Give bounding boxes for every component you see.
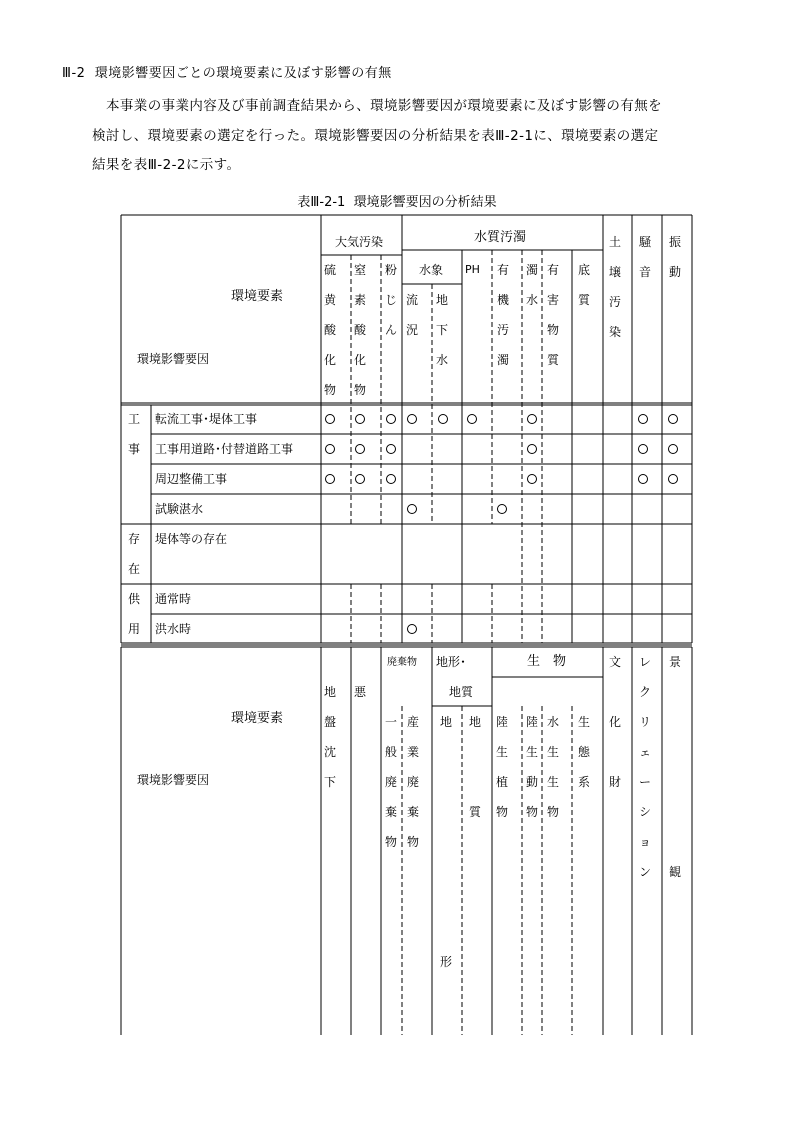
impact-marker xyxy=(438,414,448,424)
impact-factor-label-2: 環境影響要因 xyxy=(137,773,210,787)
header-industrial-waste-4: 棄 xyxy=(407,805,420,819)
impact-factor-label: 環境影響要因 xyxy=(137,352,210,366)
header-soil-3: 汚 xyxy=(609,295,622,309)
header-general-waste-5: 物 xyxy=(385,835,398,849)
env-element-label-2: 環境要素 xyxy=(231,711,284,726)
impact-marker xyxy=(407,624,417,634)
header-turbidity-1: 濁 xyxy=(526,263,539,277)
row-label-road-works: 工事用道路･付替道路工事 xyxy=(155,442,294,456)
row-label-test-impounding: 試験湛水 xyxy=(155,502,204,516)
header-sediment-1: 底 xyxy=(578,263,591,277)
header-groundwater-3: 水 xyxy=(436,353,449,367)
header-organic-2: 機 xyxy=(497,293,510,307)
impact-marker xyxy=(638,474,648,484)
header-ecosystem-1: 生 xyxy=(578,715,591,729)
impact-marker xyxy=(355,414,365,424)
impact-marker xyxy=(355,474,365,484)
paragraph-line-2: 検討し、環境要素の選定を行った。環境影響要因の分析結果を表Ⅲ-2-1に、環境要素の選定 xyxy=(92,128,659,144)
header-recreation-6: シ xyxy=(639,805,652,819)
impact-marker xyxy=(668,474,678,484)
header-dust-2: じ xyxy=(385,293,398,307)
impact-marker xyxy=(325,444,335,454)
header-organic-1: 有 xyxy=(497,263,510,277)
header-geology-1: 地 xyxy=(469,715,482,729)
header-ecosystem-2: 態 xyxy=(578,745,591,759)
row-label-diversion-dam: 転流工事･堤体工事 xyxy=(155,412,258,426)
header-aquatic-3: 生 xyxy=(547,775,560,789)
header-sulfur-4: 化 xyxy=(324,353,337,367)
header-land-animals-1: 陸 xyxy=(526,715,539,729)
header-nitrogen-3: 酸 xyxy=(354,323,367,337)
impact-marker xyxy=(527,414,537,424)
header-dust-3: ん xyxy=(385,323,398,337)
header-nitrogen-1: 窒 xyxy=(354,263,367,277)
header-subsidence-1: 地 xyxy=(324,685,337,699)
header-recreation-3: リ xyxy=(639,715,652,729)
header-organic-3: 汚 xyxy=(497,323,510,337)
header-landform-bottom: 形 xyxy=(440,955,453,969)
header-vibration-2: 動 xyxy=(669,265,682,279)
header-industrial-waste-2: 業 xyxy=(407,745,420,759)
header-industrial-waste-3: 廃 xyxy=(407,775,420,789)
header-recreation-4: ェ xyxy=(639,745,652,759)
header-cultural-1: 文 xyxy=(609,655,622,669)
category-construction-2: 事 xyxy=(128,442,141,456)
header-odor: 悪 xyxy=(354,685,367,699)
section-heading: Ⅲ-2 環境影響要因ごとの環境要素に及ぼす影響の有無 xyxy=(62,66,392,81)
header-dust-1: 粉 xyxy=(385,263,398,277)
header-industrial-waste-5: 物 xyxy=(407,835,420,849)
header-ecosystem-3: 系 xyxy=(578,775,591,789)
header-land-plants-2: 生 xyxy=(496,745,509,759)
table-caption: 表Ⅲ-2-1 環境影響要因の分析結果 xyxy=(297,195,497,210)
header-recreation-2: ク xyxy=(639,685,652,699)
header-harmful-1: 有 xyxy=(547,263,560,277)
group-air-pollution: 大気汚染 xyxy=(335,235,384,249)
header-flow-1: 流 xyxy=(406,293,419,307)
header-noise-1: 騒 xyxy=(639,235,652,249)
header-recreation-1: レ xyxy=(639,655,652,669)
impact-marker xyxy=(497,504,507,514)
row-label-surrounding-works: 周辺整備工事 xyxy=(155,472,228,486)
header-groundwater-1: 地 xyxy=(436,293,449,307)
header-land-plants-1: 陸 xyxy=(496,715,509,729)
header-land-plants-4: 物 xyxy=(496,805,509,819)
header-general-waste-3: 廃 xyxy=(385,775,398,789)
impact-marker xyxy=(407,504,417,514)
header-sulfur-3: 酸 xyxy=(324,323,337,337)
group-geology: 地質 xyxy=(449,685,474,699)
header-soil-1: 土 xyxy=(609,235,622,249)
row-label-flood-time: 洪水時 xyxy=(155,622,192,636)
header-noise-2: 音 xyxy=(639,265,652,279)
header-harmful-4: 質 xyxy=(547,353,560,367)
header-recreation-5: ー xyxy=(639,775,652,789)
impact-marker xyxy=(325,474,335,484)
category-operation-1: 供 xyxy=(128,592,141,606)
impact-marker xyxy=(467,414,477,424)
header-aquatic-1: 水 xyxy=(547,715,560,729)
category-existence-2: 在 xyxy=(128,562,141,576)
header-sediment-2: 質 xyxy=(578,293,591,307)
header-cultural-3: 財 xyxy=(609,775,622,789)
header-aquatic-2: 生 xyxy=(547,745,560,759)
header-soil-2: 壌 xyxy=(609,265,622,279)
header-land-plants-3: 植 xyxy=(496,775,509,789)
header-general-waste-2: 般 xyxy=(385,745,398,759)
header-landscape-top: 景 xyxy=(669,655,682,669)
header-sulfur-5: 物 xyxy=(324,383,337,397)
impact-marker xyxy=(638,444,648,454)
header-ph: PH xyxy=(465,263,480,276)
impact-marker xyxy=(527,444,537,454)
row-label-normal-time: 通常時 xyxy=(155,592,192,606)
header-aquatic-4: 物 xyxy=(547,805,560,819)
header-subsidence-3: 沈 xyxy=(324,745,337,759)
header-flow-2: 況 xyxy=(406,323,419,337)
group-hydrology: 水象 xyxy=(419,263,444,277)
impact-marker xyxy=(386,414,396,424)
impact-marker xyxy=(355,444,365,454)
header-general-waste-1: 一 xyxy=(385,715,398,729)
impact-marker xyxy=(668,414,678,424)
group-landform: 地形･ xyxy=(436,655,467,669)
impact-marker xyxy=(325,414,335,424)
header-vibration-1: 振 xyxy=(669,235,682,249)
header-nitrogen-2: 素 xyxy=(354,293,367,307)
impact-marker xyxy=(668,444,678,454)
header-geology-2: 質 xyxy=(469,805,482,819)
env-element-label: 環境要素 xyxy=(231,289,284,304)
header-sulfur-2: 黄 xyxy=(324,293,337,307)
impact-marker xyxy=(527,474,537,484)
header-land-animals-2: 生 xyxy=(526,745,539,759)
header-cultural-2: 化 xyxy=(609,715,622,729)
header-recreation-8: ン xyxy=(639,865,652,879)
header-turbidity-2: 水 xyxy=(526,293,539,307)
paragraph-line-1: 本事業の事業内容及び事前調査結果から、環境影響要因が環境要素に及ぼす影響の有無を xyxy=(106,98,662,114)
header-landscape-bottom: 観 xyxy=(669,865,682,879)
header-nitrogen-4: 化 xyxy=(354,353,367,367)
header-sulfur-1: 硫 xyxy=(324,263,337,277)
header-landform-top: 地 xyxy=(440,715,453,729)
impact-marker xyxy=(386,474,396,484)
header-groundwater-2: 下 xyxy=(436,323,449,337)
header-organic-4: 濁 xyxy=(497,353,510,367)
impact-marker xyxy=(386,444,396,454)
category-operation-2: 用 xyxy=(128,622,141,636)
header-subsidence-4: 下 xyxy=(324,775,337,789)
group-water-pollution: 水質汚濁 xyxy=(474,230,527,245)
header-harmful-2: 害 xyxy=(547,293,560,307)
category-existence-1: 存 xyxy=(128,532,141,546)
header-harmful-3: 物 xyxy=(547,323,560,337)
header-recreation-7: ョ xyxy=(639,835,652,849)
group-waste: 廃棄物 xyxy=(387,657,417,668)
header-subsidence-2: 盤 xyxy=(324,715,337,729)
header-land-animals-3: 動 xyxy=(526,775,539,789)
header-land-animals-4: 物 xyxy=(526,805,539,819)
impact-marker xyxy=(638,414,648,424)
header-general-waste-4: 棄 xyxy=(385,805,398,819)
header-nitrogen-5: 物 xyxy=(354,383,367,397)
category-construction-1: 工 xyxy=(128,412,141,426)
impact-marker xyxy=(407,414,417,424)
group-biota: 生 物 xyxy=(527,654,567,669)
header-soil-4: 染 xyxy=(609,325,622,339)
row-label-dam-existence: 堤体等の存在 xyxy=(155,532,228,546)
header-industrial-waste-1: 産 xyxy=(407,715,420,729)
paragraph-line-3: 結果を表Ⅲ-2-2に示す。 xyxy=(92,157,241,173)
